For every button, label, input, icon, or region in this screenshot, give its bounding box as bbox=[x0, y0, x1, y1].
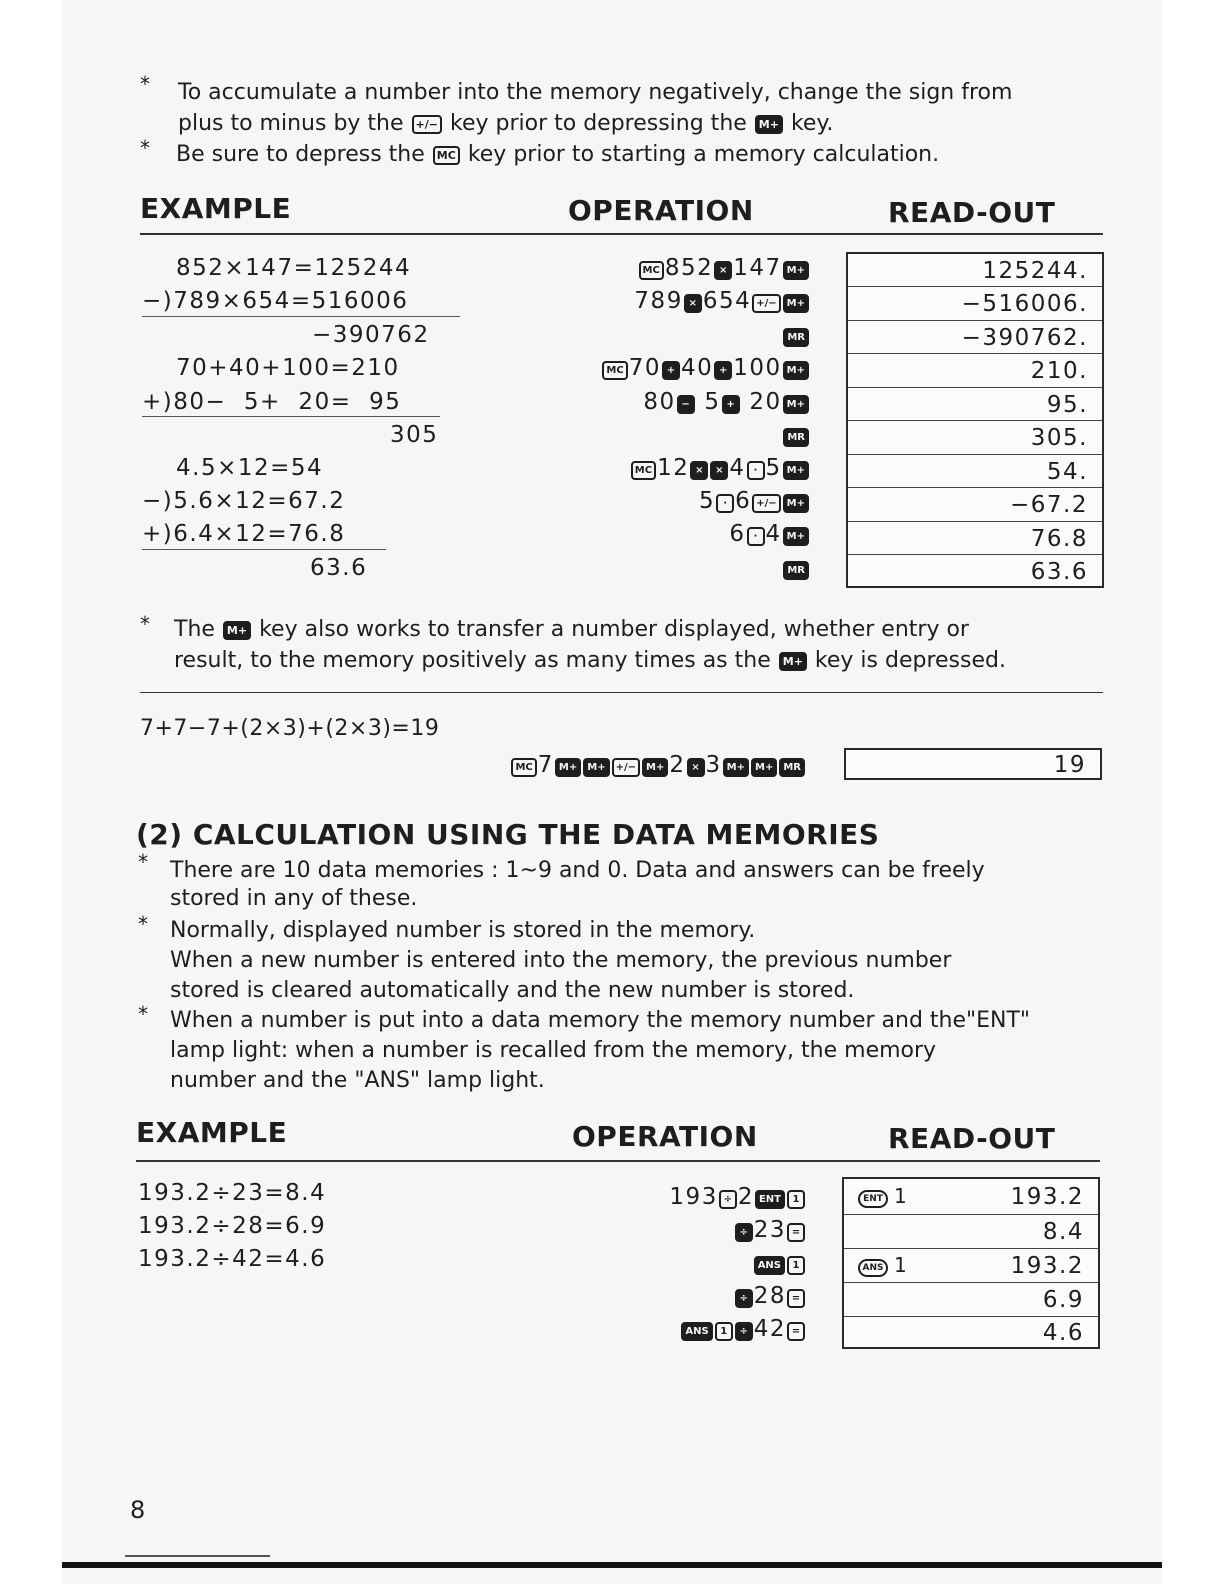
bottom-rule bbox=[62, 1562, 1162, 1568]
example2-readout-display bbox=[844, 748, 1102, 780]
bullet-star: * bbox=[140, 136, 150, 160]
m-plus-key-icon: M+ bbox=[723, 758, 749, 777]
operation-row-8 bbox=[699, 488, 810, 514]
mr-key-icon: MR bbox=[783, 561, 809, 580]
readout-value: −67.2 bbox=[1010, 492, 1088, 518]
readout-value: 210. bbox=[1030, 358, 1088, 384]
readout-row bbox=[844, 1215, 1098, 1249]
operation-row-7 bbox=[630, 455, 810, 481]
readout-row bbox=[848, 555, 1102, 588]
note-negative-accumulate-line1: To accumulate a number into the memory negatively, change the sign from bbox=[178, 80, 1013, 105]
m-plus-key-icon: M+ bbox=[779, 652, 807, 671]
readout-value: 125244. bbox=[982, 258, 1088, 284]
mr-key-icon: MR bbox=[779, 758, 805, 777]
operation-row-3 bbox=[782, 322, 810, 348]
op-num: 80 bbox=[643, 389, 676, 415]
readout-row bbox=[848, 354, 1102, 388]
op-num: 193 bbox=[669, 1184, 718, 1210]
decimal-key-icon: · bbox=[716, 494, 734, 513]
sign-change-key-icon: +/− bbox=[752, 294, 780, 313]
readout-row bbox=[844, 1317, 1098, 1349]
ent-key-icon: ENT bbox=[755, 1190, 785, 1209]
readout-row bbox=[848, 321, 1102, 354]
decimal-key-icon: · bbox=[747, 527, 765, 546]
sign-change-key-icon: +/− bbox=[612, 758, 640, 777]
readout2-display-table bbox=[842, 1177, 1100, 1349]
op-num: 852 bbox=[664, 255, 714, 281]
operation-row-5 bbox=[643, 389, 810, 415]
readout-header: READ-OUT bbox=[888, 196, 1056, 229]
example2-row-3: 193.2÷42=4.6 bbox=[138, 1246, 327, 1272]
equals-key-icon: = bbox=[787, 1289, 805, 1308]
op-num: 12 bbox=[657, 455, 690, 481]
plus-key-icon: + bbox=[722, 395, 740, 414]
readout-value: 8.4 bbox=[1042, 1219, 1084, 1245]
divide-key-icon: ÷ bbox=[735, 1223, 753, 1242]
page-number: 8 bbox=[130, 1496, 146, 1524]
readout-header: READ-OUT bbox=[888, 1122, 1056, 1155]
operation-row-2 bbox=[634, 288, 810, 314]
op-num: 3 bbox=[705, 752, 722, 778]
bottom-rule-short bbox=[125, 1555, 270, 1557]
ent-lamp-icon: ENT bbox=[858, 1190, 888, 1208]
operation-row-4 bbox=[601, 355, 810, 381]
op-num: 28 bbox=[753, 1283, 786, 1309]
op-num: 5 bbox=[765, 455, 782, 481]
readout-row bbox=[844, 1249, 1098, 1283]
section2-bullet2-line1: Normally, displayed number is stored in the memory. bbox=[170, 918, 756, 943]
note-text: key prior to starting a memory calculation. bbox=[467, 142, 940, 167]
ans-key-icon: ANS bbox=[681, 1322, 712, 1341]
op-num: 40 bbox=[680, 355, 714, 381]
readout-row bbox=[848, 522, 1102, 555]
example-row-6: 305 bbox=[390, 422, 439, 448]
m-plus-key-icon: M+ bbox=[783, 261, 809, 280]
note-negative-accumulate-line2 bbox=[178, 109, 833, 139]
readout-display-table bbox=[846, 252, 1104, 588]
note-text: key is depressed. bbox=[814, 648, 1006, 673]
op-num: 20 bbox=[749, 389, 782, 415]
m-plus-key-icon: M+ bbox=[783, 461, 809, 480]
times-key-icon: × bbox=[690, 461, 708, 480]
note-text: key prior to depressing the bbox=[449, 111, 747, 136]
op-num: 2 bbox=[669, 752, 686, 778]
readout-value: 54. bbox=[1046, 459, 1088, 485]
readout-row bbox=[848, 488, 1102, 522]
op-num: 4 bbox=[765, 521, 782, 547]
ans-lamp bbox=[858, 1253, 907, 1277]
readout-value: −390762. bbox=[961, 325, 1088, 351]
readout-value: −516006. bbox=[961, 291, 1088, 317]
example2-expression: 7+7−7+(2×3)+(2×3)=19 bbox=[140, 716, 440, 741]
sum-rule bbox=[142, 316, 460, 317]
note-text: Be sure to depress the bbox=[176, 142, 425, 167]
m-plus-key-icon: M+ bbox=[783, 527, 809, 546]
m-plus-key-icon: M+ bbox=[555, 758, 581, 777]
example2-row-1: 193.2÷23=8.4 bbox=[138, 1180, 327, 1206]
plus-key-icon: + bbox=[714, 361, 732, 380]
readout-value: 19 bbox=[1053, 752, 1086, 778]
mc-key-icon: MC bbox=[631, 461, 656, 480]
bullet-star: * bbox=[140, 612, 150, 636]
plus-key-icon: + bbox=[662, 361, 680, 380]
times-key-icon: × bbox=[714, 261, 732, 280]
section2-bullet3-line1: When a number is put into a data memory the memory number and the"ENT" bbox=[170, 1008, 1031, 1033]
readout-value: 6.9 bbox=[1042, 1287, 1084, 1313]
ans-key-icon: ANS bbox=[754, 1256, 785, 1275]
mc-key-icon: MC bbox=[511, 758, 536, 777]
section-rule bbox=[140, 692, 1103, 693]
section-title: (2) CALCULATION USING THE DATA MEMORIES bbox=[136, 818, 880, 851]
readout-row bbox=[844, 1179, 1098, 1215]
m-plus-key-icon: M+ bbox=[783, 361, 809, 380]
operation2-row-3 bbox=[753, 1250, 806, 1276]
readout-value: 63.6 bbox=[1030, 559, 1088, 585]
divide-key-icon: ÷ bbox=[719, 1190, 737, 1209]
op-num: 654 bbox=[702, 288, 752, 314]
example-row-9: +)6.4×12=76.8 bbox=[142, 521, 346, 547]
bullet-star: * bbox=[140, 72, 150, 96]
operation2-row-2 bbox=[734, 1217, 806, 1243]
example-row-3: −390762 bbox=[312, 322, 430, 348]
operation-row-9 bbox=[729, 521, 810, 547]
operation2-row-4 bbox=[734, 1283, 806, 1309]
example-row-7: 4.5×12=54 bbox=[176, 455, 324, 481]
operation-row-6 bbox=[782, 422, 810, 448]
op-num: 70 bbox=[628, 355, 661, 381]
mc-key-icon: MC bbox=[639, 261, 664, 280]
m-plus-key-icon: M+ bbox=[783, 395, 809, 414]
op-num: 147 bbox=[733, 255, 782, 281]
memory-1-key-icon: 1 bbox=[787, 1190, 805, 1209]
readout-row bbox=[848, 421, 1102, 455]
readout-value: 76.8 bbox=[1030, 526, 1088, 552]
m-plus-key-icon: M+ bbox=[751, 758, 777, 777]
section2-bullet3-line3: number and the "ANS" lamp light. bbox=[170, 1068, 545, 1093]
example-header: EXAMPLE bbox=[136, 1116, 288, 1149]
ans-lamp-icon: ANS bbox=[858, 1259, 888, 1277]
readout-row bbox=[848, 254, 1102, 287]
readout-value: 193.2 bbox=[1010, 1184, 1084, 1210]
mr-key-icon: MR bbox=[783, 328, 809, 347]
sum-rule bbox=[142, 549, 386, 550]
section2-bullet2-line2: When a new number is entered into the memory, the previous number bbox=[170, 948, 952, 973]
sum-rule bbox=[142, 416, 440, 417]
op-num: 100 bbox=[733, 355, 782, 381]
operation-header: OPERATION bbox=[568, 194, 754, 227]
section2-bullet3-line2: lamp light: when a number is recalled from the memory, the memory bbox=[170, 1038, 937, 1063]
op-num: 5 bbox=[698, 488, 716, 514]
divide-key-icon: ÷ bbox=[735, 1322, 753, 1341]
m-plus-key-icon: M+ bbox=[642, 758, 668, 777]
readout-row bbox=[848, 287, 1102, 321]
times-key-icon: × bbox=[684, 294, 702, 313]
section2-bullet1-line2: stored in any of these. bbox=[170, 886, 418, 911]
sign-change-key-icon: +/− bbox=[752, 494, 780, 513]
bullet-star: * bbox=[138, 912, 148, 936]
equals-key-icon: = bbox=[787, 1223, 805, 1242]
mc-key-icon: MC bbox=[602, 361, 627, 380]
operation-row-1 bbox=[638, 255, 810, 281]
readout-value: 95. bbox=[1046, 392, 1088, 418]
section2-bullet2-line3: stored is cleared automatically and the new number is stored. bbox=[170, 978, 855, 1003]
operation-header: OPERATION bbox=[572, 1120, 758, 1153]
divide-key-icon: ÷ bbox=[735, 1289, 753, 1308]
example-row-4: 70+40+100=210 bbox=[176, 355, 400, 381]
operation-row-10 bbox=[782, 555, 810, 581]
op-num: 42 bbox=[753, 1316, 786, 1342]
m-plus-key-icon: M+ bbox=[783, 494, 809, 513]
ent-lamp bbox=[858, 1184, 907, 1208]
readout-value: 193.2 bbox=[1010, 1253, 1084, 1279]
m-plus-key-icon: M+ bbox=[223, 621, 251, 640]
readout-value: 4.6 bbox=[1042, 1320, 1084, 1346]
header-rule bbox=[140, 233, 1103, 235]
readout-row bbox=[848, 455, 1102, 488]
m-plus-key-icon: M+ bbox=[755, 115, 783, 134]
example2-operation bbox=[510, 752, 806, 778]
example2-row-2: 193.2÷28=6.9 bbox=[138, 1213, 327, 1239]
lamp-memory-number: 1 bbox=[894, 1184, 907, 1208]
sign-change-key-icon: +/− bbox=[412, 115, 442, 134]
op-num: 5 bbox=[704, 389, 721, 415]
header-rule bbox=[136, 1160, 1100, 1162]
example-row-1: 852×147=125244 bbox=[176, 255, 412, 281]
note-text: key also works to transfer a number displayed, whether entry or bbox=[259, 617, 969, 642]
op-num: 7 bbox=[537, 752, 554, 778]
readout-value: 305. bbox=[1030, 425, 1088, 451]
note-text: key. bbox=[790, 111, 834, 136]
op-num: 789 bbox=[634, 288, 683, 314]
operation2-row-1 bbox=[669, 1184, 806, 1210]
example-row-8: −)5.6×12=67.2 bbox=[142, 488, 346, 514]
operation2-row-5 bbox=[680, 1316, 806, 1342]
example-row-2: −)789×654=516006 bbox=[142, 288, 409, 314]
times-key-icon: × bbox=[687, 758, 705, 777]
bullet-star: * bbox=[138, 850, 148, 874]
example-row-10: 63.6 bbox=[310, 555, 368, 581]
note-text: result, to the memory positively as many times as the bbox=[174, 648, 771, 673]
note-memory-clear bbox=[176, 140, 939, 170]
op-num: 23 bbox=[753, 1217, 786, 1243]
times-key-icon: × bbox=[710, 461, 728, 480]
equals-key-icon: = bbox=[787, 1322, 805, 1341]
section2-bullet1-line1: There are 10 data memories : 1~9 and 0. Data and answers can be freely bbox=[170, 858, 985, 883]
op-num: 2 bbox=[737, 1184, 754, 1210]
op-num: 6 bbox=[735, 488, 752, 514]
bullet-star: * bbox=[138, 1002, 148, 1026]
note-mplus-transfer-line2 bbox=[174, 646, 1006, 676]
memory-1-key-icon: 1 bbox=[715, 1322, 733, 1341]
note-text: plus to minus by the bbox=[178, 111, 404, 136]
readout-row bbox=[848, 388, 1102, 421]
lamp-memory-number: 1 bbox=[894, 1253, 907, 1277]
decimal-key-icon: · bbox=[747, 461, 765, 480]
note-text: The bbox=[174, 617, 215, 642]
op-num: 6 bbox=[729, 521, 746, 547]
example-header: EXAMPLE bbox=[140, 192, 292, 225]
op-num: 4 bbox=[729, 455, 746, 481]
memory-1-key-icon: 1 bbox=[787, 1256, 805, 1275]
minus-key-icon: − bbox=[677, 395, 695, 414]
example-row-5: +)80− 5+ 20= 95 bbox=[142, 389, 402, 415]
m-plus-key-icon: M+ bbox=[783, 294, 809, 313]
note-mplus-transfer-line1 bbox=[174, 615, 969, 645]
mc-key-icon: MC bbox=[433, 146, 460, 165]
mr-key-icon: MR bbox=[783, 428, 809, 447]
m-plus-key-icon: M+ bbox=[583, 758, 609, 777]
readout-row bbox=[844, 1283, 1098, 1317]
